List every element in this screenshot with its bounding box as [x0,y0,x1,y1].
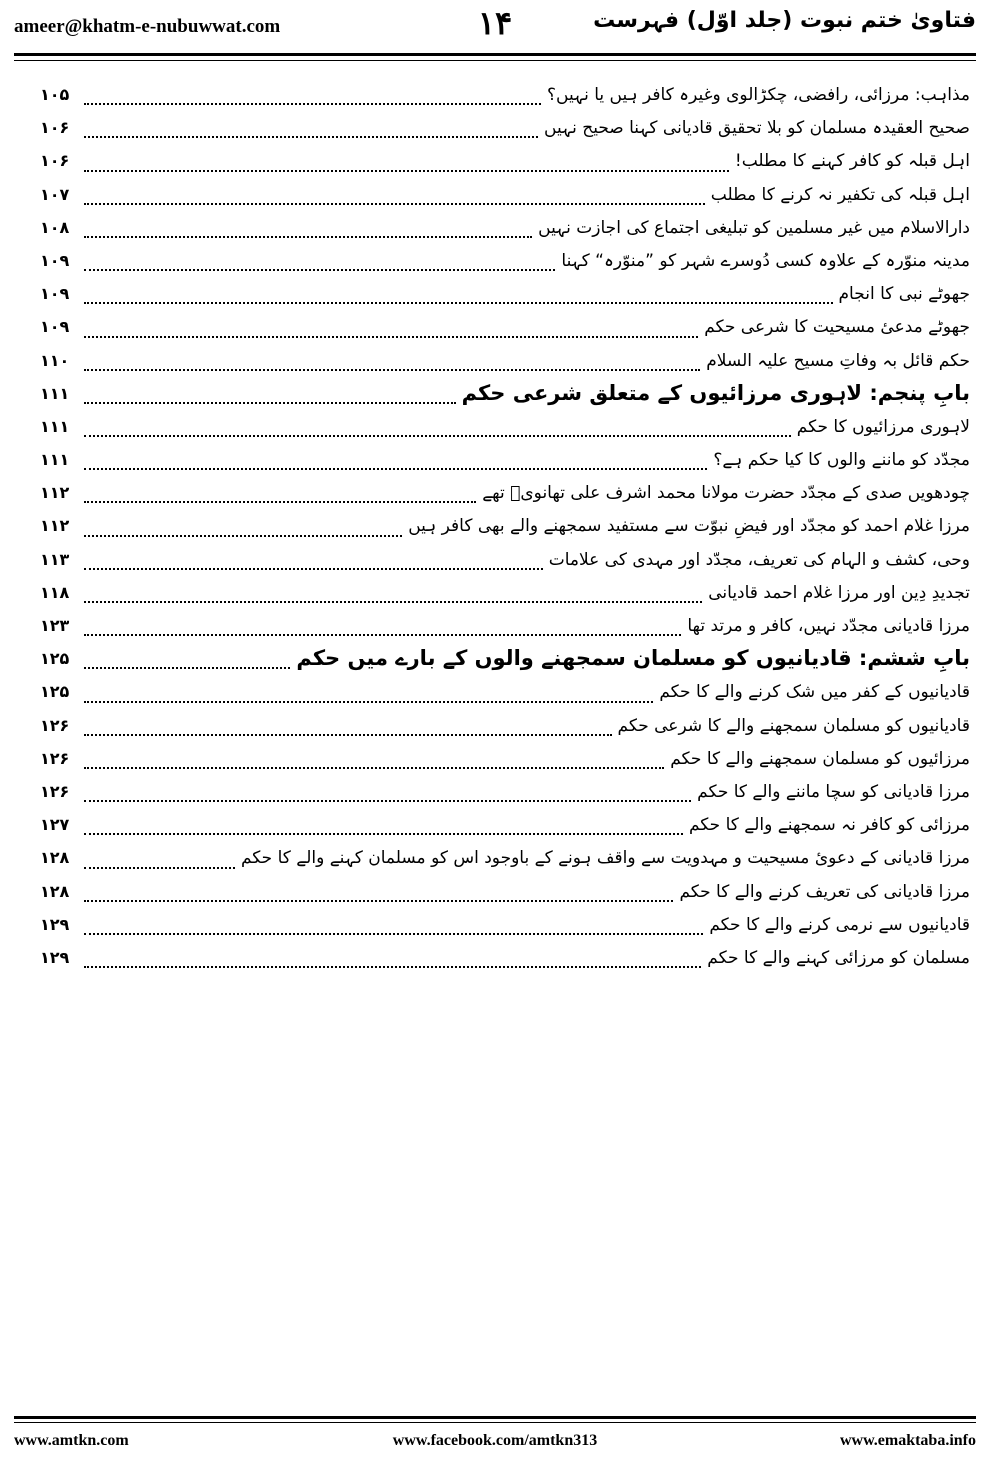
toc-page-number: ۱۱۸ [40,582,70,602]
toc-leader-dots [84,535,402,537]
toc-entry [20,279,970,312]
toc-entry-title: حکم قائل بہ وفاتِ مسیح علیہ السلام [706,350,970,371]
toc-entry [20,843,970,876]
toc-leader-dots [84,136,538,138]
toc-entry [20,412,970,445]
toc-entry [20,777,970,810]
toc-page-number: ۱۰۶ [40,118,70,138]
header-rule-thick [14,53,976,56]
footer-link-emaktaba[interactable]: www.emaktaba.info [839,1432,976,1449]
toc-leader-dots [84,269,555,271]
toc-leader-dots [84,468,707,470]
toc-chapter-heading [20,379,970,412]
toc-entry-title: مرزا غلام احمد کو مجدّد اور فیضِ نبوّت سے مستفید سمجھنے والے بھی کافر ہیں [408,516,970,537]
toc-entry [20,711,970,744]
toc-leader-dots [84,501,476,503]
toc-entry-title: مسلمان کو مرزائی کہنے والے کا حکم [707,947,970,968]
toc-page-number: ۱۰۵ [40,85,70,104]
toc-entry [20,877,970,910]
toc-entry [20,578,970,611]
toc-leader-dots [84,833,683,835]
toc-leader-dots [84,734,612,736]
toc-page-number: ۱۱۱ [40,383,70,403]
header-rule-thin [14,60,976,61]
toc-page-number: ۱۰۸ [40,217,70,237]
toc-entry-title: صحیح العقیدہ مسلمان کو بلا تحقیق قادیانی کہنا صحیح نہیں [544,118,970,139]
toc-leader-dots [84,336,698,338]
toc-page-number: ۱۰۹ [40,317,70,337]
toc-page-number: ۱۲۵ [40,649,70,669]
toc-entry-title: لاہوری مرزائیوں کا حکم [796,416,970,437]
toc-entry-title: مرزا قادیانی کو سچا ماننے والے کا حکم [697,781,970,802]
footer-rule-thick [14,1416,976,1419]
toc-page-number: ۱۲۶ [40,715,70,735]
toc-entry [20,113,970,146]
toc-leader-dots [84,900,673,902]
toc-entry-title: تجدیدِ دِین اور مرزا غلام احمد قادیانی [708,582,970,603]
toc-entry [20,810,970,843]
toc-entry [20,943,970,976]
toc-leader-dots [84,701,653,703]
toc-leader-dots [84,203,705,205]
toc-entry [20,180,970,213]
toc-page-number: ۱۱۱ [40,416,70,436]
page-footer [14,1432,976,1454]
page-header [14,4,976,48]
toc-leader-dots [84,170,729,172]
toc-leader-dots [84,933,703,935]
toc-entry-title: مرزائی کو کافر نہ سمجھنے والے کا حکم [688,815,970,836]
toc-page-number: ۱۲۳ [40,616,70,635]
toc-leader-dots [84,103,541,105]
toc-entry [20,744,970,777]
toc-leader-dots [84,435,791,437]
toc-entry [20,478,970,511]
page-number: ۱۴ [477,4,513,42]
toc-entry [20,611,970,644]
toc-entry-title: مذاہب: مرزائی، رافضی، چکڑالوی وغیرہ کافر ہیں یا نہیں؟ [547,85,970,105]
toc-entry [20,445,970,478]
toc-entry-title: قادیانیوں کے کفر میں شک کرنے والے کا حکم [659,682,970,703]
toc-entry-title: بابِ پنجم: لاہوری مرزائیوں کے متعلق شرعی حکم [461,380,970,405]
toc-page-number: ۱۱۲ [40,483,70,503]
book-title: فتاویٰ ختم نبوت (جلد اوّل) فہرست [593,8,976,33]
toc-leader-dots [84,800,691,802]
toc-leader-dots [84,236,532,238]
toc-entry-title: مرزائیوں کو مسلمان سمجھنے والے کا حکم [670,748,970,769]
toc-entry-title: مرزا قادیانی مجدّد نہیں، کافر و مرتد تھا [687,616,970,636]
toc-entry-title: اہل قبلہ کی تکفیر نہ کرنے کا مطلب [710,184,970,205]
toc-page-number: ۱۲۹ [40,914,70,934]
toc-entry [20,146,970,179]
footer-link-facebook[interactable]: www.facebook.com/amtkn313 [392,1432,598,1449]
toc-entry-title: چودھویں صدی کے مجدّد حضرت مولانا محمد اشرف علی تھانویؒ تھے [482,483,970,504]
toc-chapter-heading [20,644,970,677]
toc-leader-dots [84,568,543,570]
toc-entry-title: قادیانیوں کو مسلمان سمجھنے والے کا شرعی حکم [617,715,970,736]
toc-leader-dots [84,302,833,304]
toc-entry-title: جھوٹے مدعیٔ مسیحیت کا شرعی حکم [704,317,970,338]
toc-entry [20,346,970,379]
toc-leader-dots [84,867,235,869]
toc-entry-title: قادیانیوں سے نرمی کرنے والے کا حکم [709,914,970,935]
toc-page-number: ۱۲۸ [40,881,70,901]
toc-entry-title: مرزا قادیانی کی تعریف کرنے والے کا حکم [679,881,970,902]
toc-page-number: ۱۲۶ [40,781,70,801]
footer-link-amtkn[interactable]: www.amtkn.com [14,1432,129,1449]
toc-entry-title: مرزا قادیانی کے دعویٔ مسیحیت و مہدویت سے واقف ہونے کے باوجود اس کو مسلمان کہنے والے کا حکم [240,848,970,869]
toc-leader-dots [84,767,664,769]
toc-page-number: ۱۱۳ [40,549,70,569]
toc-page-number: ۱۲۸ [40,848,70,868]
toc-page-number: ۱۰۶ [40,151,70,171]
toc-page-number: ۱۱۱ [40,450,70,470]
toc-entry [20,312,970,345]
toc-leader-dots [84,601,702,603]
toc-entry [20,677,970,710]
toc-page-number: ۱۰۹ [40,250,70,270]
toc-page-number: ۱۰۹ [40,284,70,304]
toc-entry-title: مدینہ منوّرہ کے علاوہ کسی دُوسرے شہر کو ”منوّرہ“ کہنا [561,250,970,271]
toc-entry-title: بابِ ششم: قادیانیوں کو مسلمان سمجھنے والوں کے بارے میں حکم [296,646,970,671]
table-of-contents [20,80,970,976]
toc-entry [20,511,970,544]
toc-entry [20,213,970,246]
toc-page-number: ۱۲۷ [40,815,70,835]
toc-entry [20,246,970,279]
toc-page-number: ۱۲۵ [40,682,70,702]
toc-page-number: ۱۱۰ [40,350,70,370]
toc-entry-title: دارالاسلام میں غیر مسلمین کو تبلیغی اجتماع کی اجازت نہیں [538,217,970,238]
toc-leader-dots [84,402,456,404]
header-email: ameer@khatm-e-nubuwwat.com [14,16,281,37]
toc-entry [20,545,970,578]
toc-entry [20,910,970,943]
toc-page-number: ۱۱۲ [40,516,70,536]
toc-entry-title: اہل قبلہ کو کافر کہنے کا مطلب! [734,151,970,172]
toc-leader-dots [84,634,681,636]
footer-rule-thin [14,1422,976,1423]
toc-entry-title: جھوٹے نبی کا انجام [838,284,970,305]
toc-page-number: ۱۲۶ [40,748,70,768]
toc-page-number: ۱۰۷ [40,184,70,204]
toc-leader-dots [84,966,701,968]
toc-page-number: ۱۲۹ [40,947,70,967]
toc-entry-title: مجدّد کو ماننے والوں کا کیا حکم ہے؟ [713,450,970,471]
toc-leader-dots [84,667,290,669]
toc-leader-dots [84,369,700,371]
toc-entry [20,80,970,113]
toc-entry-title: وحی، کشف و الہام کی تعریف، مجدّد اور مہدی کی علامات [548,549,970,570]
